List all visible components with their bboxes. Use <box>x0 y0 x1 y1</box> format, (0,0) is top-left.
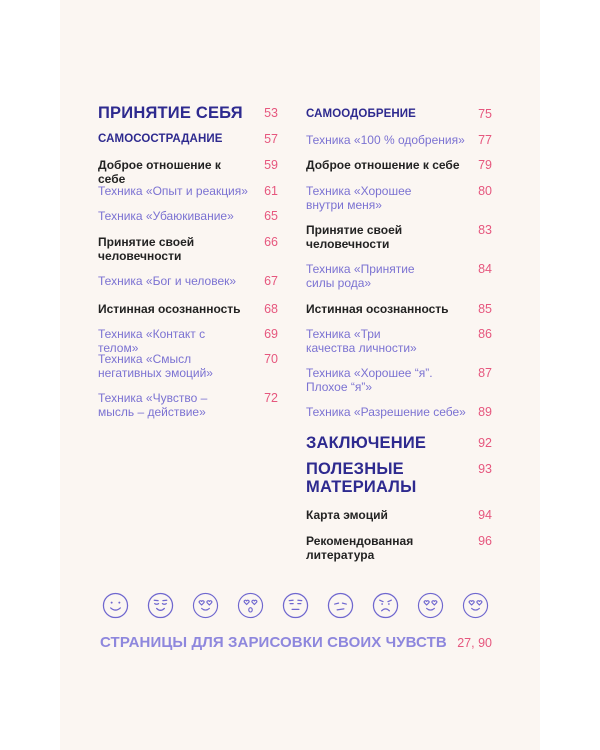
toc-entry[interactable] <box>98 391 278 419</box>
toc-entry[interactable] <box>306 366 492 394</box>
toc-entry-page: 86 <box>478 327 492 341</box>
unamused-face-icon <box>327 592 354 619</box>
toc-entry-page: 70 <box>264 352 278 366</box>
toc-entry[interactable] <box>306 262 492 290</box>
heart-eyes-icon <box>417 592 444 619</box>
toc-entry-title: Истинная осознанность <box>98 302 241 316</box>
toc-entry-title: Техника «Бог и человек» <box>98 274 237 288</box>
toc-entry-title: Принятие своей человечности <box>306 223 403 251</box>
toc-entry-page: 69 <box>264 327 278 341</box>
toc-entry-title: Техника «Чувство – мысль – действие» <box>98 391 208 419</box>
toc-entry-page: 67 <box>264 274 278 288</box>
smile-icon <box>102 592 129 619</box>
toc-footer-pages: 27, 90 <box>457 635 492 650</box>
toc-entry[interactable] <box>306 133 492 147</box>
toc-footer-title: СТРАНИЦЫ ДЛЯ ЗАРИСОВКИ СВОИХ ЧУВСТВ <box>100 634 447 651</box>
toc-entry[interactable] <box>306 508 492 522</box>
toc-entry[interactable] <box>306 158 492 172</box>
toc-entry[interactable] <box>306 327 492 355</box>
toc-entry-page: 79 <box>478 158 492 172</box>
content-face-icon <box>147 592 174 619</box>
toc-entry-page: 87 <box>478 366 492 380</box>
toc-entry[interactable] <box>98 104 278 122</box>
toc-entry-page: 84 <box>478 262 492 276</box>
toc-entry-page: 68 <box>264 302 278 316</box>
toc-entry-title: ПОЛЕЗНЫЕ МАТЕРИАЛЫ <box>306 460 417 496</box>
toc-entry[interactable] <box>98 302 278 316</box>
toc-entry-page: 75 <box>478 107 492 121</box>
toc-entry[interactable] <box>98 352 278 380</box>
toc-entry-title: Техника «Три качества личности» <box>306 327 417 355</box>
toc-entry-title: Техника «100 % одобрения» <box>306 133 465 147</box>
emotion-faces-row <box>100 592 492 620</box>
toc-entry-title: ЗАКЛЮЧЕНИЕ <box>306 434 427 452</box>
toc-entry-page: 83 <box>478 223 492 237</box>
toc-footer-entry[interactable] <box>100 634 492 651</box>
toc-entry-page: 94 <box>478 508 492 522</box>
toc-entry-title: САМОСОСТРАДАНИЕ <box>98 133 223 145</box>
toc-entry[interactable] <box>98 327 278 355</box>
toc-entry-page: 93 <box>478 462 492 476</box>
heart-eyes-icon <box>192 592 219 619</box>
toc-entry-page: 53 <box>264 106 278 120</box>
toc-entry-title: Техника «Принятие силы рода» <box>306 262 415 290</box>
toc-entry-title: САМООДОБРЕНИЕ <box>306 108 416 120</box>
toc-entry[interactable] <box>306 460 492 496</box>
toc-entry-title: Доброе отношение к себе <box>98 158 221 186</box>
toc-entry-page: 72 <box>264 391 278 405</box>
toc-entry[interactable] <box>98 209 278 223</box>
toc-entry[interactable] <box>306 302 492 316</box>
neutral-face-icon <box>282 592 309 619</box>
toc-entry[interactable] <box>306 107 492 121</box>
toc-entry-title: Рекомендованная литература <box>306 534 414 562</box>
toc-entry-page: 80 <box>478 184 492 198</box>
toc-entry-title: Техника «Хорошее “я”. Плохое “я”» <box>306 366 433 394</box>
toc-entry[interactable] <box>98 132 278 146</box>
toc-entry-page: 59 <box>264 158 278 172</box>
toc-entry-page: 96 <box>478 534 492 548</box>
toc-entry-title: Техника «Убаюкивание» <box>98 209 234 223</box>
toc-entry-title: Техника «Опыт и реакция» <box>98 184 248 198</box>
toc-entry-page: 77 <box>478 133 492 147</box>
toc-entry-page: 57 <box>264 132 278 146</box>
toc-entry-title: Истинная осознанность <box>306 302 449 316</box>
toc-entry[interactable] <box>306 184 492 212</box>
toc-entry-page: 66 <box>264 235 278 249</box>
toc-entry[interactable] <box>306 405 492 419</box>
toc-entry-page: 65 <box>264 209 278 223</box>
toc-entry-title: Карта эмоций <box>306 508 388 522</box>
toc-entry-title: Техника «Хорошее внутри меня» <box>306 184 412 212</box>
toc-entry[interactable] <box>98 184 278 198</box>
toc-entry-page: 92 <box>478 436 492 450</box>
toc-entry-title: Доброе отношение к себе <box>306 158 460 172</box>
toc-entry-title: Техника «Смысл негативных эмоций» <box>98 352 213 380</box>
toc-entry[interactable] <box>98 158 278 186</box>
toc-entry-page: 89 <box>478 405 492 419</box>
toc-entry[interactable] <box>98 274 278 288</box>
toc-entry[interactable] <box>306 534 492 562</box>
heart-eyes-icon <box>462 592 489 619</box>
toc-entry[interactable] <box>306 223 492 251</box>
toc-entry[interactable] <box>306 434 492 452</box>
toc-entry[interactable] <box>98 235 278 263</box>
toc-entry-title: Техника «Контакт с телом» <box>98 327 206 355</box>
sad-face-icon <box>372 592 399 619</box>
toc-entry-title: Принятие своей человечности <box>98 235 195 263</box>
toc-entry-page: 61 <box>264 184 278 198</box>
surprised-face-icon <box>237 592 264 619</box>
toc-entry-page: 85 <box>478 302 492 316</box>
toc-entry-title: ПРИНЯТИЕ СЕБЯ <box>98 104 243 122</box>
toc-entry-title: Техника «Разрешение себе» <box>306 405 466 419</box>
